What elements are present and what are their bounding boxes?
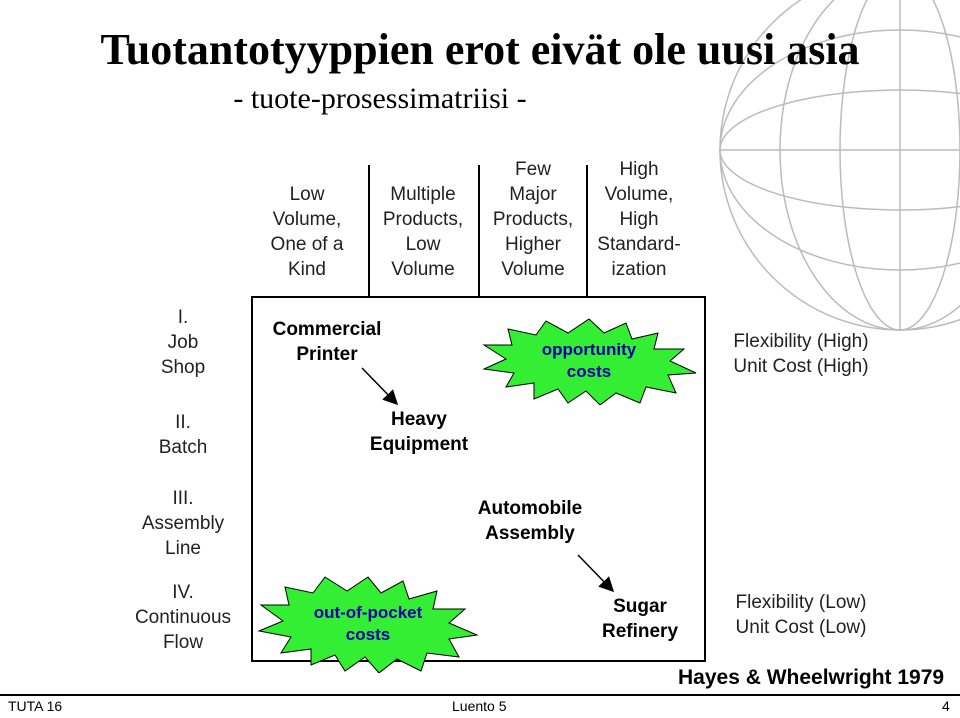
column-header-low-volume: Low Volume, One of a Kind — [270, 184, 344, 280]
column-divider — [478, 165, 480, 298]
row-header-batch: II. Batch — [158, 412, 208, 458]
footer-page-number: 4 — [942, 698, 950, 714]
footer-course-code: TUTA 16 — [8, 698, 63, 714]
column-divider — [368, 165, 370, 298]
column-divider — [586, 165, 588, 298]
column-header-few-major-products: Few Major Products, Higher Volume — [492, 159, 574, 280]
footer-divider — [0, 694, 960, 696]
matrix-right-border — [704, 296, 706, 662]
opportunity-costs-label: opportunity costs — [541, 340, 637, 381]
cell-heavy-equipment: Heavy Equipment — [369, 409, 469, 455]
out-of-pocket-costs-burst — [255, 575, 481, 673]
flexibility-low-note: Flexibility (Low) Unit Cost (Low) — [735, 592, 867, 638]
cell-automobile-assembly: Automobile Assembly — [477, 498, 583, 544]
citation: Hayes & Wheelwright 1979 — [678, 666, 945, 689]
cell-sugar-refinery: Sugar Refinery — [601, 596, 679, 642]
opportunity-costs-burst — [476, 317, 702, 405]
row-header-assembly-line: III. Assembly Line — [141, 488, 225, 559]
column-header-multiple-products: Multiple Products, Low Volume — [382, 184, 464, 280]
row-header-job-shop: I. Job Shop — [160, 307, 206, 378]
matrix-left-border — [251, 296, 253, 662]
row-header-continuous-flow: IV. Continuous Flow — [134, 582, 232, 653]
footer-lecture: Luento 5 — [452, 698, 507, 714]
column-header-high-volume: High Volume, High Standard- ization — [597, 159, 681, 280]
arrow-printer-to-heavy — [362, 368, 396, 403]
slide-title: Tuotantotyyppien erot eivät ole uusi asia — [100, 25, 860, 74]
arrow-auto-to-sugar — [578, 555, 612, 590]
flexibility-high-note: Flexibility (High) Unit Cost (High) — [733, 331, 869, 377]
out-of-pocket-costs-label: out-of-pocket costs — [313, 603, 423, 644]
matrix-top-border — [251, 296, 706, 298]
slide-subtitle: - tuote-prosessimatriisi - — [233, 82, 527, 115]
cell-commercial-printer: Commercial Printer — [272, 319, 382, 365]
